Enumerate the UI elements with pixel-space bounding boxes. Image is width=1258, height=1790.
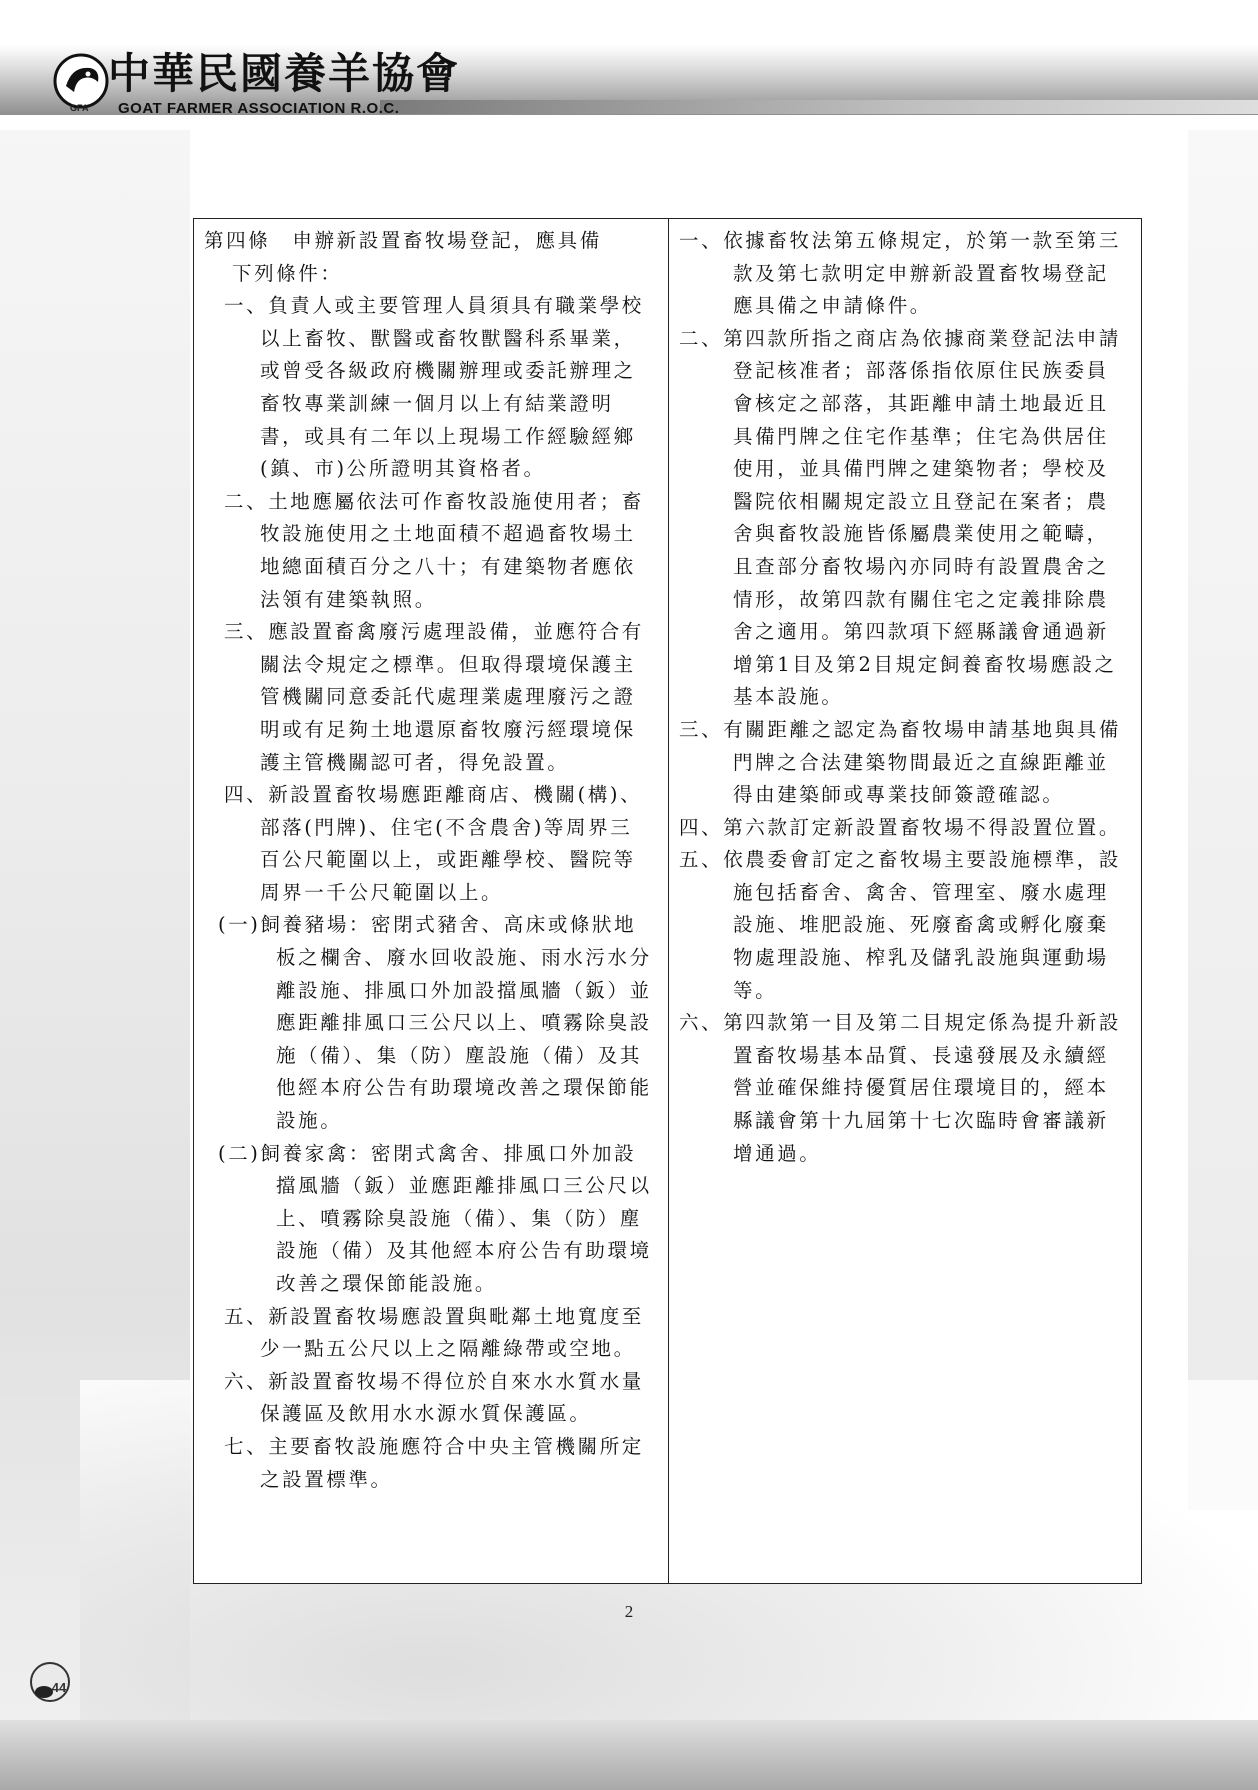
list-item: 二、土地應屬依法可作畜牧設施使用者；畜牧設施使用之土地面積不超過畜牧場土地總面積百分之八十；有建築物者應依法領有建築執照。 xyxy=(224,489,644,611)
explanation-item: 四、第六款訂定新設置畜牧場不得設置位置。 xyxy=(679,815,1122,839)
explanation-item: 一、依據畜牧法第五條規定，於第一款至第三款及第七款明定申辦新設置畜牧場登記應具備之申請條件。 xyxy=(679,229,1122,318)
list-item: 一、負責人或主要管理人員須具有職業學校以上畜牧、獸醫或畜牧獸醫科系畢業，或曾受各級政府機關辦理或委託辦理之畜牧專業訓練一個月以上有結業證明書，或具有二年以上現場工作經驗經鄉(鎮、市)公所證明其資格者。 xyxy=(224,294,644,481)
list-item: 三、應設置畜禽廢污處理設備，並應符合有關法令規定之標準。但取得環境保護主管機關同意委託代處理業處理廢污之證明或有足夠土地還原畜牧廢污經環境保護主管機關認可者，得免設置。 xyxy=(224,620,644,774)
explanation-column xyxy=(669,219,1142,1584)
list-item: 五、新設置畜牧場應設置與毗鄰土地寬度至少一點五公尺以上之隔離綠帶或空地。 xyxy=(224,1304,644,1361)
sub-list-item: (二)飼養家禽：密閉式禽舍、排風口外加設擋風牆（鈑）並應距離排風口三公尺以上、噴霧除臭設施（備）、集（防）塵設施（備）及其他經本府公告有助環境改善之環保節能設施。 xyxy=(218,1141,652,1295)
magazine-page-number: 44 xyxy=(51,1680,67,1695)
page-number: 2 xyxy=(624,1602,634,1621)
list-item: 四、新設置畜牧場應距離商店、機關(構)、部落(門牌)、住宅(不含農舍)等周界三百公尺範圍以上，或距離學校、醫院等周界一千公尺範圍以上。 xyxy=(224,783,643,904)
article-heading-cont: 下列條件： xyxy=(232,261,343,285)
org-name-en: GOAT FARMER ASSOCIATION R.O.C. xyxy=(118,100,400,117)
article-text-column xyxy=(194,219,669,1584)
background-bottom-band xyxy=(0,1720,1258,1790)
table-row xyxy=(194,219,1142,1584)
regulation-table xyxy=(193,218,1142,1584)
explanation-item: 五、依農委會訂定之畜牧場主要設施標準，設施包括畜舍、禽舍、管理室、廢水處理設施、堆肥設施、死廢畜禽或孵化廢棄物處理設施、榨乳及儲乳設施與運動場等。 xyxy=(679,848,1122,1002)
background-right-panel xyxy=(1188,130,1258,1510)
org-name-zh: 中華民國養羊協會 xyxy=(108,49,461,98)
article-heading: 第四條 申辦新設置畜牧場登記，應具備 xyxy=(204,229,602,252)
explanation-item: 六、第四款第一目及第二目規定係為提升新設置畜牧場基本品質、長遠發展及永續經營並確保維持優質居住環境目的，經本縣議會第十九屆第十七次臨時會審議新增通過。 xyxy=(679,1011,1122,1165)
explanation-item: 三、有關距離之認定為畜牧場申請基地與具備門牌之合法建築物間最近之直線距離並得由建築師或專業技師簽證確認。 xyxy=(679,717,1122,807)
org-abbr: GFA xyxy=(70,103,89,113)
list-item: 七、主要畜牧設施應符合中央主管機關所定之設置標準。 xyxy=(224,1434,644,1491)
list-item: 六、新設置畜牧場不得位於自來水水質水量保護區及飲用水水源水質保護區。 xyxy=(224,1369,644,1426)
explanation-item: 二、第四款所指之商店為依據商業登記法申請登記核准者；部落係指依原住民族委員會核定之部落，其距離申請土地最近且具備門牌之住宅作基準；住宅為供居住使用，並具備門牌之建築物者；學校及醫院依相關規定設立且登記在案者；農舍與畜牧設施皆係屬農業使用之範疇，且查部分畜牧場內亦同時有設置農舍之情形，故第四款有關住宅之定義排除農舍之適用。第四款項下經縣議會通過新增第1目及第2目規定飼養畜牧場應設之基本設施。 xyxy=(679,326,1122,709)
header-band-accent xyxy=(380,100,1258,114)
sub-list-item: (一)飼養豬場：密閉式豬舍、高床或條狀地板之欄舍、廢水回收設施、雨水污水分離設施、排風口外加設擋風牆（鈑）並應距離排風口三公尺以上、噴霧除臭設施（備）、集（防）塵設施（備）及其他經本府公告有助環境改善之環保節能設施。 xyxy=(218,913,652,1133)
goat-logo-icon xyxy=(52,52,110,110)
